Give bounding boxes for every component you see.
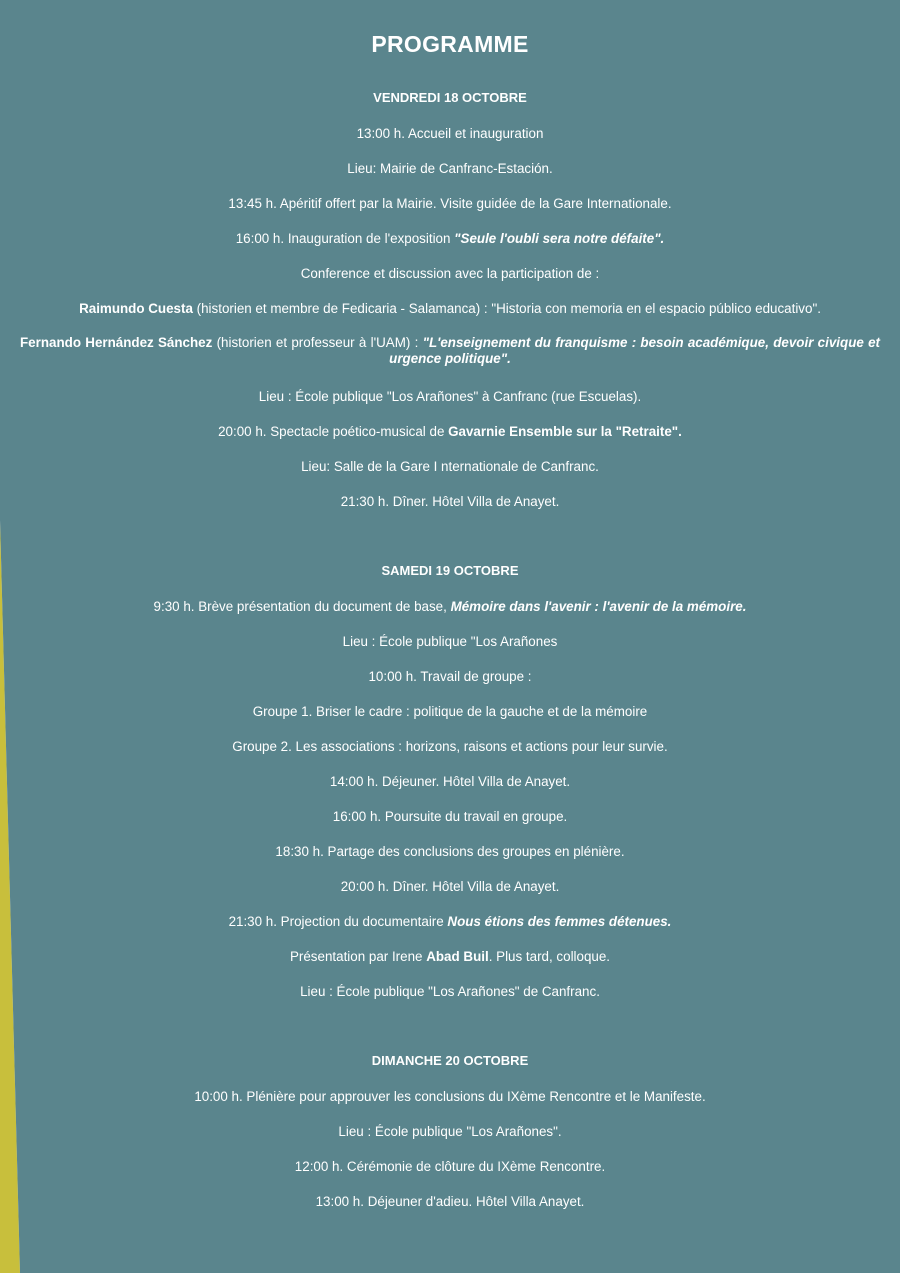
programme-line [0, 843, 900, 860]
programme-line [0, 948, 900, 965]
programme-line [0, 808, 900, 825]
programme-line [0, 458, 900, 475]
programme-line [0, 388, 900, 405]
line-text: 14:00 h. Déjeuner. Hôtel Villa de Anayet. [329, 774, 571, 789]
programme-line [0, 265, 900, 282]
line-text: 12:00 h. Cérémonie de clôture du IXème Rencontre. [294, 1159, 606, 1174]
programme-line [0, 878, 900, 895]
programme-line [20, 335, 880, 367]
line-text: Groupe 1. Briser le cadre : politique de la gauche et de la mémoire [252, 704, 648, 719]
programme-line [0, 493, 900, 510]
line-text: Lieu : École publique "Los Arañones" de Canfranc. [300, 984, 600, 999]
emphasis-text: "Seule l'oubli sera notre défaite". [454, 231, 665, 246]
day-heading: VENDREDI 18 OCTOBRE [373, 90, 527, 105]
programme-line [0, 1158, 900, 1175]
line-text: 9:30 h. Brève présentation du document de base, [153, 599, 451, 614]
programme-line [0, 1123, 900, 1140]
emphasis-text: Mémoire dans l'avenir : l'avenir de la mémoire. [450, 599, 747, 614]
programme-line [0, 125, 900, 142]
page-title: PROGRAMME [371, 31, 529, 57]
programme-line [0, 633, 900, 650]
line-text: 10:00 h. Plénière pour approuver les conclusions du IXème Rencontre et le Manifeste. [194, 1089, 706, 1104]
line-text: Lieu : École publique "Los Arañones". [338, 1124, 562, 1139]
line-text: (historien et membre de Fedicaria - Salamanca) : "Historia con memoria en el espacio público educativo". [192, 301, 821, 316]
emphasis-text: Nous étions des femmes détenues. [447, 914, 672, 929]
line-text: 10:00 h. Travail de groupe : [368, 669, 532, 684]
emphasis-text: Raimundo Cuesta [79, 301, 193, 316]
line-text: 18:30 h. Partage des conclusions des groupes en plénière. [275, 844, 625, 859]
day-heading: DIMANCHE 20 OCTOBRE [371, 1053, 529, 1068]
line-text: 21:30 h. Dîner. Hôtel Villa de Anayet. [340, 494, 560, 509]
programme-line [0, 195, 900, 212]
line-text: Lieu: Salle de la Gare I nternationale de Canfranc. [301, 459, 599, 474]
programme-line [0, 773, 900, 790]
line-text: 16:00 h. Poursuite du travail en groupe. [332, 809, 568, 824]
programme-line [0, 598, 900, 615]
programme-line [0, 668, 900, 685]
line-text: Lieu: Mairie de Canfranc-Estación. [347, 161, 553, 176]
line-text: 13:45 h. Apéritif offert par la Mairie. Visite guidée de la Gare Internationale. [228, 196, 672, 211]
programme-line [0, 703, 900, 720]
emphasis-text: Abad Buil [426, 949, 489, 964]
programme-line [0, 423, 900, 440]
line-text: 21:30 h. Projection du documentaire [228, 914, 448, 929]
line-text: Lieu : École publique "Los Arañones [342, 634, 558, 649]
programme-line [0, 160, 900, 177]
line-text: . Plus tard, colloque. [488, 949, 611, 964]
programme-line [0, 913, 900, 930]
line-text: 20:00 h. Spectacle poético-musical de [218, 424, 449, 439]
programme-line [0, 983, 900, 1000]
line-text: 16:00 h. Inauguration de l'exposition [235, 231, 455, 246]
line-text: (historien et professeur à l'UAM) : [212, 335, 423, 350]
line-text: 13:00 h. Accueil et inauguration [356, 126, 544, 141]
programme-line [0, 738, 900, 755]
line-text: Présentation par Irene [289, 949, 427, 964]
line-text: 20:00 h. Dîner. Hôtel Villa de Anayet. [340, 879, 560, 894]
programme-line [0, 1088, 900, 1105]
programme-line [0, 230, 900, 247]
line-text: Conference et discussion avec la participation de : [300, 266, 600, 281]
line-text: 13:00 h. Déjeuner d'adieu. Hôtel Villa Anayet. [315, 1194, 585, 1209]
day-heading: SAMEDI 19 OCTOBRE [381, 563, 519, 578]
emphasis-text: "L'enseignement du franquisme : besoin académique, devoir civique et urgence politique". [389, 335, 880, 366]
programme-line [0, 300, 900, 317]
emphasis-text: Gavarnie Ensemble sur la "Retraite". [448, 424, 682, 439]
emphasis-text: Fernando Hernández Sánchez [20, 335, 213, 350]
line-text: Lieu : École publique "Los Arañones" à Canfranc (rue Escuelas). [258, 389, 642, 404]
programme-line [0, 1193, 900, 1210]
line-text: Groupe 2. Les associations : horizons, raisons et actions pour leur survie. [232, 739, 668, 754]
